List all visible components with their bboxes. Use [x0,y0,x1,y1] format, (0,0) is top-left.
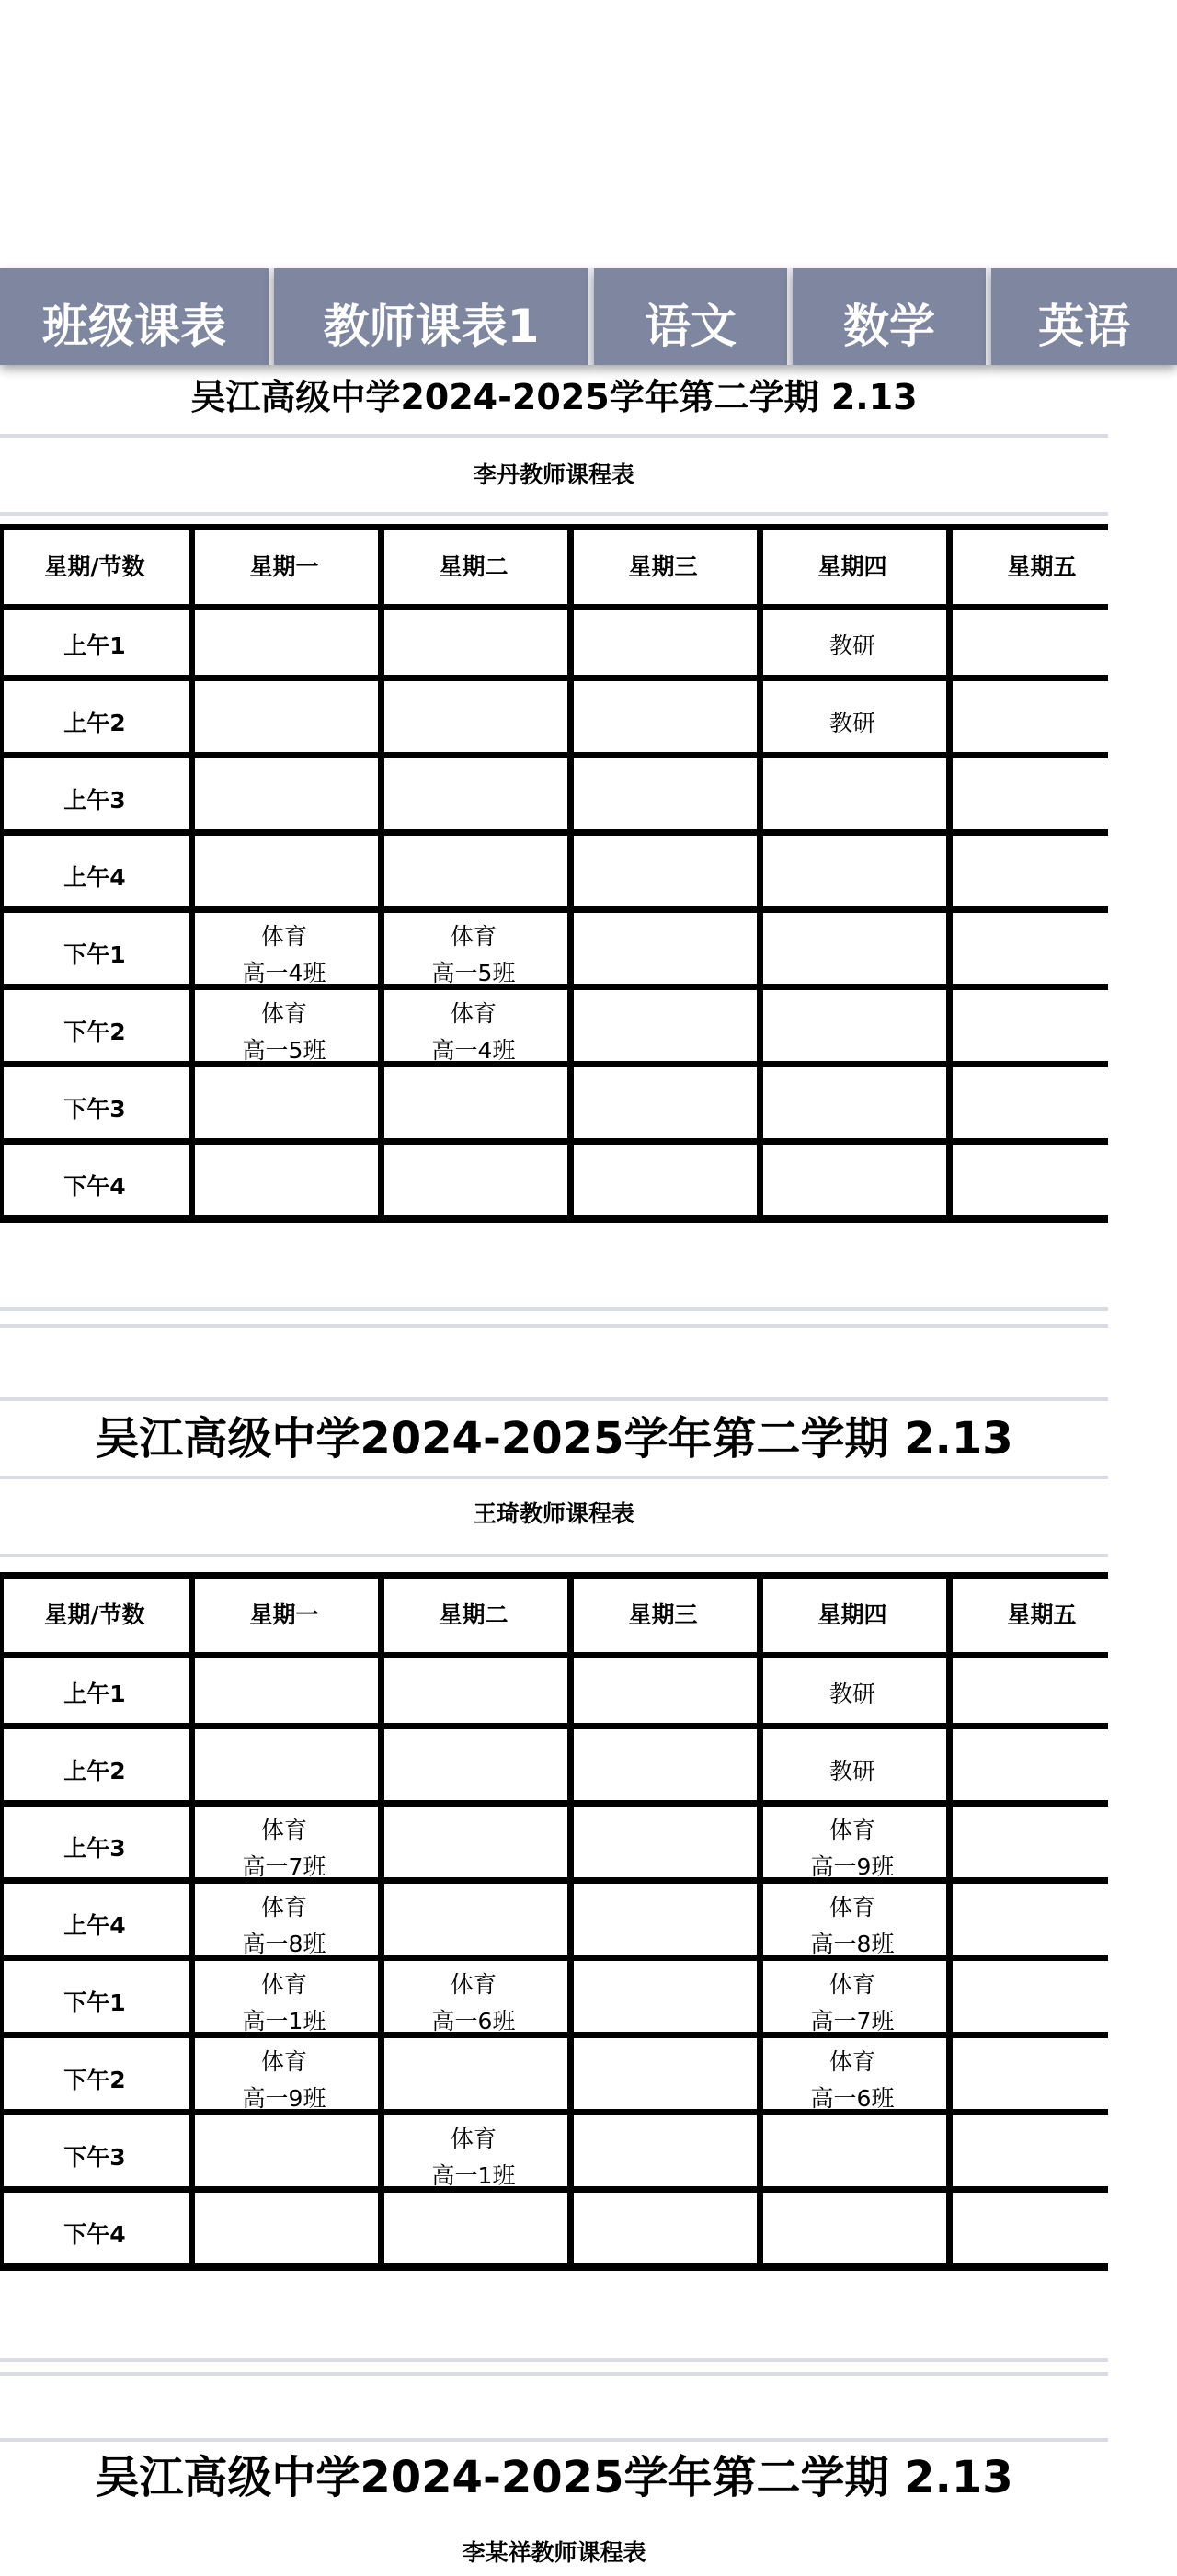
schedule-cell [758,1736,947,1807]
schedule-cell [379,997,568,1067]
period-label: 上午4 [63,1911,126,1939]
schedule-cell [189,997,379,1067]
schedule-cell [947,1736,1137,1807]
tab-class-schedule[interactable] [0,268,274,365]
divider [0,2438,1108,2442]
period-label: 上午3 [63,786,126,814]
course-name: 教研 [828,632,875,659]
period-label: 下午1 [63,940,126,968]
schedule-cell [758,688,947,758]
course-name: 体育 [450,1970,497,1998]
class-name: 高一1班 [431,2161,516,2189]
class-name: 高一9班 [242,2084,326,2112]
schedule-cell [379,1151,568,1222]
tab-english[interactable] [991,268,1177,365]
divider [0,2372,1108,2376]
class-name: 高一4班 [242,959,326,986]
divider [0,1554,1108,1557]
schedule-cell [947,842,1137,913]
schedule-table [0,1572,1108,2276]
table-border [0,1652,1108,1658]
course-name: 体育 [450,999,497,1027]
table-header-cell: 星期三 [628,1601,698,1628]
schedule-cell [947,2122,1137,2193]
schedule-cell [379,610,568,681]
course-name: 体育 [450,922,497,950]
schedule-cell [189,842,379,913]
period-label: 下午3 [63,2143,126,2171]
schedule-cell [947,1074,1137,1145]
schedule-cell [947,610,1137,681]
table-border [0,604,1108,610]
class-name: 高一7班 [242,1852,326,1880]
period-label: 下午4 [63,1172,126,1200]
tab-label: 班级课表 [42,299,226,353]
schedule-cell [379,1890,568,1961]
schedule-table [0,524,1108,1228]
course-name: 教研 [828,709,875,736]
schedule-cell [758,1658,947,1729]
schedule-cell [568,1151,758,1222]
course-name: 教研 [828,1680,875,1707]
course-name: 体育 [260,1970,307,1998]
course-name: 体育 [260,1893,307,1921]
course-name: 体育 [828,1970,875,1998]
schedule-cell [568,1658,758,1729]
tab-label: 英语 [1038,299,1130,353]
schedule-cell [568,997,758,1067]
table-header-cell: 星期一 [249,553,319,580]
course-name: 体育 [828,2047,875,2075]
schedule-cell [189,1736,379,1807]
schedule-cell [947,1967,1137,2038]
teacher-schedule-title: 李丹教师课程表 [473,462,634,488]
table-header-cell: 星期/节数 [44,553,145,580]
schedule-cell [568,2045,758,2115]
period-label: 上午1 [63,632,126,659]
schedule-cell [758,2045,947,2115]
schedule-cell [758,1074,947,1145]
schedule-cell [379,1813,568,1884]
tab-bar [0,268,1177,365]
class-name: 高一1班 [242,2007,326,2035]
class-name: 高一4班 [431,1036,516,1064]
schedule-cell [379,1074,568,1145]
course-name: 体育 [828,1893,875,1921]
schedule-cell [568,765,758,836]
period-label: 下午2 [63,2066,126,2093]
schedule-cell [379,2122,568,2193]
schedule-cell [189,765,379,836]
schedule-cell [947,997,1137,1067]
schedule-cell [947,919,1137,990]
course-name: 体育 [260,999,307,1027]
schedule-cell [568,919,758,990]
schedule-cell [379,919,568,990]
schedule-cell [568,1967,758,2038]
schedule-cell [568,1813,758,1884]
schedule-cell [947,2199,1137,2270]
schedule-cell [189,2122,379,2193]
table-header-cell: 星期四 [817,1601,887,1628]
period-label: 下午4 [63,2220,126,2248]
teacher-schedule-title: 李某祥教师课程表 [462,2539,646,2566]
period-label: 上午4 [63,863,126,891]
schedule-cell [189,2199,379,2270]
schedule-cell [379,2199,568,2270]
tab-teacher-schedule[interactable] [274,268,594,365]
tab-math[interactable] [793,268,991,365]
course-name: 体育 [450,2125,497,2152]
course-name: 体育 [260,1816,307,1843]
period-label: 上午1 [63,1680,126,1707]
schedule-cell [189,1074,379,1145]
schedule-cell [568,1074,758,1145]
class-name: 高一5班 [242,1036,326,1064]
divider [0,1397,1108,1401]
schedule-title: 吴江高级中学2024-2025学年第二学期 2.13 [95,1413,1013,1465]
schedule-cell [947,2045,1137,2115]
class-name: 高一6班 [810,2084,895,2112]
divider [0,434,1108,438]
divider [0,1324,1108,1328]
table-header-cell: 星期三 [628,553,698,580]
schedule-cell [568,1890,758,1961]
table-header-cell: 星期二 [439,553,509,580]
course-name: 体育 [828,1816,875,1843]
tab-label: 语文 [645,299,737,353]
table-header-cell: 星期四 [817,553,887,580]
schedule-cell [568,688,758,758]
class-name: 高一8班 [810,1930,895,1957]
schedule-cell [758,842,947,913]
schedule-cell [758,610,947,681]
schedule-cell [947,765,1137,836]
course-name: 体育 [260,922,307,950]
tab-label: 数学 [843,299,935,353]
schedule-cell [189,688,379,758]
schedule-title: 吴江高级中学2024-2025学年第二学期 2.13 [190,377,918,417]
course-name: 教研 [828,1757,875,1784]
course-name: 体育 [260,2047,307,2075]
schedule-cell [189,1658,379,1729]
table-header-cell: 星期二 [439,1601,509,1628]
schedule-cell [379,1967,568,2038]
schedule-cell [189,919,379,990]
table-border [0,1572,1108,1579]
tab-chinese[interactable] [594,268,793,365]
schedule-cell [568,1736,758,1807]
schedule-cell [758,1151,947,1222]
schedule-cell [568,2199,758,2270]
schedule-cell [947,1813,1137,1884]
table-border [0,524,1108,530]
schedule-cell [947,1890,1137,1961]
class-name: 高一5班 [431,959,516,986]
schedule-cell [379,2045,568,2115]
teacher-schedule-title: 王琦教师课程表 [473,1500,634,1527]
schedule-cell [758,919,947,990]
period-label: 下午2 [63,1018,126,1045]
class-name: 高一9班 [810,1852,895,1880]
schedule-cell [379,842,568,913]
table-header-cell: 星期/节数 [44,1601,145,1628]
schedule-cell [379,688,568,758]
schedule-cell [189,2045,379,2115]
schedule-cell [758,2122,947,2193]
period-label: 上午2 [63,709,126,736]
class-name: 高一8班 [242,1930,326,1957]
schedule-cell [189,1890,379,1961]
schedule-cell [758,765,947,836]
schedule-cell [758,1890,947,1961]
schedule-cell [758,2199,947,2270]
schedule-cell [758,1813,947,1884]
schedule-cell [947,1658,1137,1729]
schedule-cell [568,610,758,681]
schedule-cell [189,610,379,681]
table-header-cell: 星期一 [249,1601,319,1628]
schedule-cell [568,2122,758,2193]
period-label: 下午1 [63,1989,126,2016]
class-name: 高一7班 [810,2007,895,2035]
divider [0,1476,1108,1479]
table-header-cell: 星期五 [1007,1601,1077,1628]
schedule-cell [947,688,1137,758]
period-label: 上午3 [63,1834,126,1862]
schedule-cell [947,1151,1137,1222]
schedule-cell [568,842,758,913]
schedule-cell [189,1967,379,2038]
divider [0,512,1108,516]
period-label: 上午2 [63,1757,126,1784]
schedule-cell [189,1151,379,1222]
table-header-cell: 星期五 [1007,553,1077,580]
schedule-cell [189,1813,379,1884]
schedule-cell [379,1658,568,1729]
schedule-cell [379,1736,568,1807]
class-name: 高一6班 [431,2007,516,2035]
period-label: 下午3 [63,1095,126,1123]
tab-label: 教师课表1 [323,299,540,353]
divider [0,2358,1108,2362]
schedule-cell [379,765,568,836]
schedule-cell [758,1967,947,2038]
schedule-title: 吴江高级中学2024-2025学年第二学期 2.13 [95,2452,1013,2503]
schedule-cell [758,997,947,1067]
divider [0,1307,1108,1311]
